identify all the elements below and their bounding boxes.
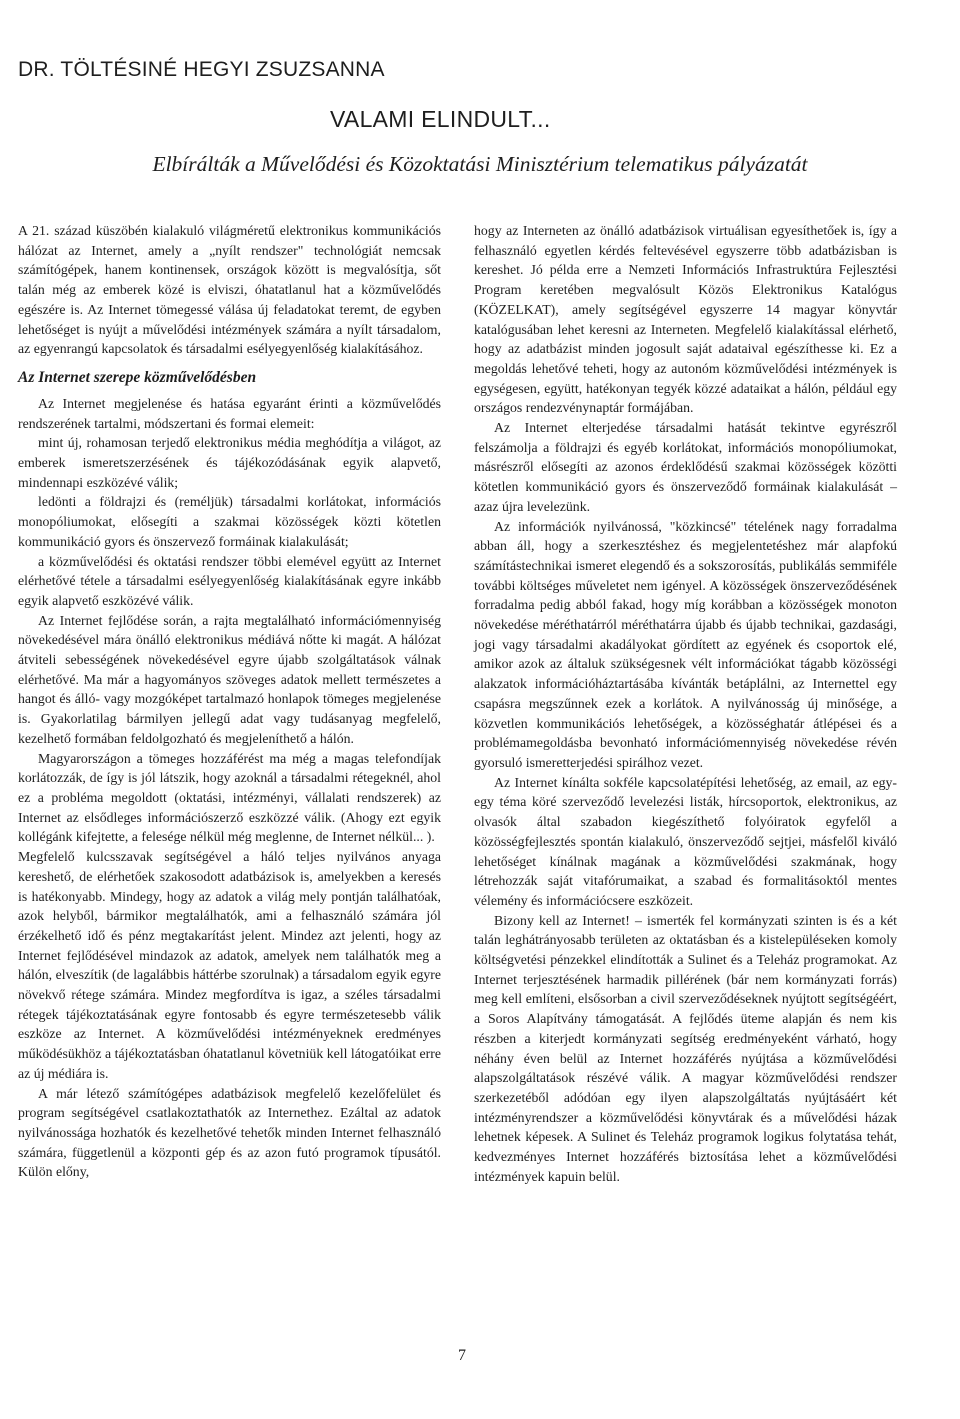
body-paragraph: Megfelelő kulcsszavak segítségével a háló teljes nyilvános anyaga kereshető, de elérhetőek szakosodott adatbázisok is, amelyekben a keresés is hatékonyabb. Mindegy, hogy az adatok a világ mely pontján találhatóak, azok helyből, bármikor megtalálhatók, ami a felhasználó számára jól érzékelhető idő és pénz megtakarítást jelent. Mindez azt jelenti, hogy az Internet fejlődésével mindazok az adatok, amelyek nem találhatók meg a hálón, elveszítik (de lagalábbis háttérbe szorulnak) a társadalom egyik egyre növekvő rétege számára. Mindez megfordítva is igaz, a széles társadalmi rétegek tájékoztatásának egyre fontosabb és egyre természetesebb válik eszköze az Internet. A közművelődési intézményeknek eredményes működésükhöz a tájékoztatásban óhatatlanul követniük kell látogatóikat erre az új médiára is. (18, 849, 441, 1081)
body-paragraph: Bizony kell az Internet! – ismerték fel kormányzati szinten is és a két talán leghátrányosabb területen az oktatásban és a kistelepüléseken komoly költségvetési pénzekkel elindították a Sulinet és a Teleház programokat. Az Internet terjesztésének harmadik pillérének (bár nem kormányzati forrás) meg kell említeni, elsősorban a civil szerveződéseknek nyújtott segítségéért, a Soros Alapítvány támogatását. A fejlődés üteme alapján és nem kis részben a kiterjedt kormányzati segítség eredményeként várható, hogy néhány éven belül az Internet hozzáférés nyújtása a közművelődési alapszolgáltatások részévé válik. A magyar közművelődési rendszer szerkezetéből adódóan egy ilyen alapszolgáltatás nyújtásáért két intézményrendszer a közművelődési könyvtárak és a művelődési házak lehetnek képesek. A Sulinet és Teleház programok logikus folytatása tehát, kedvezményes Internet hozzáférés biztosítása lehet a közművelődési intézmények kapuin belül. (474, 912, 897, 1184)
article-subtitle: Elbírálták a Művelődési és Közoktatási Minisztérium telematikus pályázatát (152, 152, 808, 176)
body-paragraph: A már létező számítógépes adatbázisok megfelelő kezelőfelület és program segítségével csatlakoztathatók az Internethez. Ezáltal az adatok nyilvánossága hozhatók és kezelhetővé tehetők minden Internet felhasználó számára, függetlenül a központi gép és az azon futó programok típusától. Külön előny, (18, 1085, 441, 1180)
body-paragraph: Az Internet megjelenése és hatása egyaránt érinti a közművelődés rendszerének tartalmi, módszertani és formai elemeit: (18, 395, 441, 431)
body-paragraph: ledönti a földrajzi és (reméljük) társadalmi korlátokat, információs monopóliumokat, elősegíti a szakmai közösségek közti kötetlen kommunikáció gyors és önszervező formáinak kialakulását; (18, 494, 441, 549)
right-column (474, 221, 897, 1186)
body-paragraph: Az Internet fejlődése során, a rajta megtalálható információmennyiség növekedésével mára önálló elektronikus médiává nőtte ki magát. A hálózat átviteli sebességének növekedésével egyre újabb szolgáltatások válnak elérhetővé. Ma már a hagyományos szöveges adatok mellett természetes a hangot és álló- vagy mozgóképet tartalmazó honlapok tömeges megjelenése is. Gyakorlatilag bármilyen jellegű adat vagy tudásanyag megfelelő, kezelhető formában feldolgozható és megjeleníthető a hálón. (18, 612, 441, 746)
author-name: DR. TÖLTÉSINÉ HEGYI ZSUZSANNA (18, 58, 385, 81)
body-paragraph: a közművelődési és oktatási rendszer többi elemével együtt az Internet elérhetővé tétele a társadalmi esélyegyenlőség kialakításának egyre inkább egyik alapvető eszközévé válik. (18, 553, 441, 608)
body-paragraph: Az Internet elterjedése társadalmi hatását tekintve egyrészről felszámolja a földrajzi és egyéb korlátokat, információs monopóliumokat, másrészről elősegíti az azonos érdeklődésű szakmai közösségek közötti kötetlen kommunikáció gyors és önszerveződő formáinak kialakulását – azaz újra levelezünk. (474, 420, 897, 514)
body-paragraph: Az információk nyilvánossá, "közkincsé" tételének nagy forradalma abban áll, hogy a szerkesztéshez és megjelentetéshez már alapfokú számítástechnikai ismeret elegendő és a sokszorosítás, publikálás semmiféle további költséges műveletet nem igényel. A közösségek önszerveződésének forradalma pedig abból fakad, hogy míg korábban a közösségek monoton növekedése méréthatárról méréthatárra újabb és újabb technikai, gazdasági, jogi vagy társadalmi akadályokat gördített az egyének és csoportok elé, amikor azok az általuk szükségesnek vélt információkat tágabb közösségi alakzatok információháztartásába kívánták betáplálni, az Internettel egy csapásra megszűnnek ezek a korlátok. A nyilvánosság új minősége, a közvetlen kommunikációs lehetőségek, a közösséghatár átlépései és a problémamegoldásba bevonható információmennyiség növekedése révén gyorsuló ismeretterjedési spirálhoz vezet. (474, 518, 897, 770)
article-title: VALAMI ELINDULT... (330, 106, 551, 132)
body-paragraph: hogy az Interneten az önálló adatbázisok virtuálisan egyesíthetőek is, így a felhasználó egyetlen kérdés feltevésével egyszerre több adatbázisban is kereshet. Jó példa erre a Nemzeti Információs Infrastruktúra Fejlesztési Program keretében megvalósult Közös Elektronikus Katalógus (KÖZELKAT), amely segítségével egyszerre 14 magyar könyvtár katalógusában lehet keresni az Interneten. Megfelelő kialakítással elérhető, hogy az adatbázist minden jogosult saját adataival egészíthesse ki. Ez a megoldás lehetővé teheti, hogy az autonóm közművelődési intézmények is egységesen, együtt, hatékonyan tegyék közzé adataikat a hálón, például egy országos rendezvénynaptár formájában. (474, 223, 897, 416)
intro-paragraph: A 21. század küszöbén kialakuló világméretű elektronikus kommunikációs hálózat az Internet, amely a „nyílt rendszer" technológiát nemcsak számítógépek, hanem kontinensek, országok között is megvalósítja, sőt talán még az emberek közé is elviszi, óhatatlanul hat a közművelődés egészére is. Az Internet tömegessé válása új feladatokat teremt, de egyben lehetőséget is nyújt a művelődési intézmények számára a nyílt társadalom, az egyenrangú kapcsolatok és társadalmi esélyegyenlőség kialakításához. (18, 223, 441, 357)
body-paragraph: mint új, rohamosan terjedő elektronikus média meghódítja a világot, az emberek ismeretszerzésének és tájékozódásának egyik alapvető, mindennapi eszközévé válik; (18, 435, 441, 490)
section-heading: Az Internet szerepe közművelődésben (18, 368, 257, 386)
page-number: 7 (458, 1347, 466, 1364)
body-paragraph: Magyarországon a tömeges hozzáférést ma még a magas telefondíjak korlátozzák, de így is jól látszik, hogy azoknál a társadalmi rétegeknél, ahol ez a probléma megoldott (oktatási, intézményi, vállalati rendszerek) az Internet az elsődleges információszerző eszközzé válik. (Ahogy ezt egyik kollégánk kifejtette, a felesége nélkül még meglenne, de Internet nélkül... ). (18, 750, 441, 845)
left-column (18, 221, 441, 1182)
body-paragraph: Az Internet kínálta sokféle kapcsolatépítési lehetőség, az email, az egy-egy téma köré szerveződő levelezési listák, hírcsoportok, elektronikus, az olvasók által szabadon kiegészíthető folyóiratok egyfelől a közösségfejlesztés spontán kialakuló, önszerveződő sejtjei, másfelől kiváló lehetőséget kínálnak magának a közművelődési szakmának, hogy létrehozzák saját vitafórumaikat, a szabad és formalitásoktól mentes vélemény és információcsere eszközeit. (474, 774, 897, 908)
